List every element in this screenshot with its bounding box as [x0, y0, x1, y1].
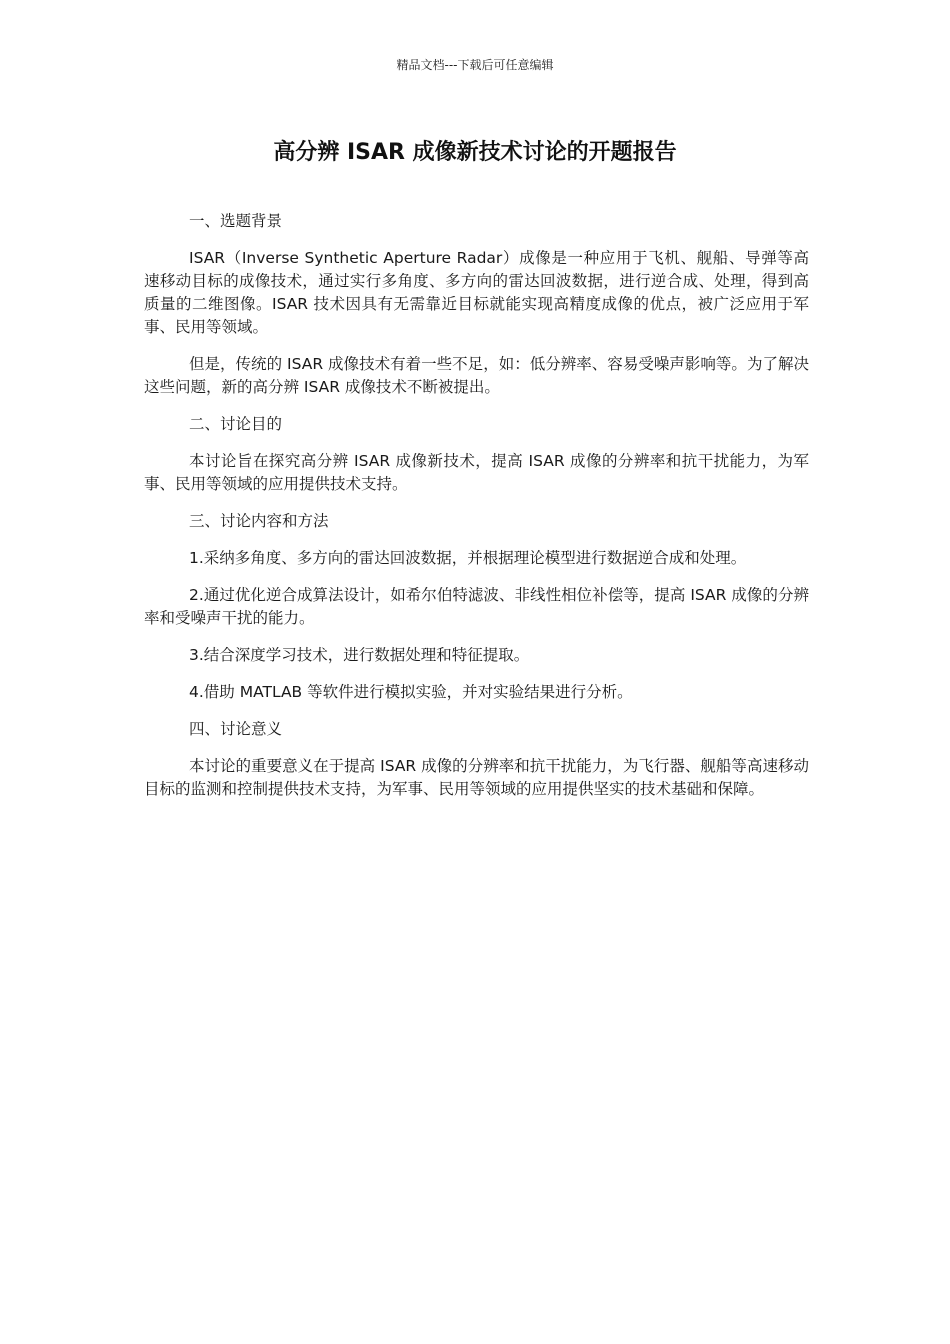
paragraph: 但是，传统的 ISAR 成像技术有着一些不足，如：低分辨率、容易受噪声影响等。为了解决这些问题，新的高分辨 ISAR 成像技术不断被提出。: [144, 355, 809, 396]
document-body: [144, 210, 809, 815]
paragraph: 本讨论旨在探究高分辨 ISAR 成像新技术，提高 ISAR 成像的分辨率和抗干扰能力，为军事、民用等领域的应用提供技术支持。: [144, 452, 809, 493]
list-item: 4.借助 MATLAB 等软件进行模拟实验，并对实验结果进行分析。: [189, 683, 633, 701]
list-item: 1.采纳多角度、多方向的雷达回波数据，并根据理论模型进行数据逆合成和处理。: [189, 549, 747, 567]
paragraph: ISAR（Inverse Synthetic Aperture Radar）成像是一种应用于飞机、舰船、导弹等高速移动目标的成像技术，通过实行多角度、多方向的雷达回波数据，进行逆合成、处理，得到高质量的二维图像。ISAR 技术因具有无需靠近目标就能实现高精度成像的优点，被广泛应用于军事、民用等领域。: [144, 249, 809, 336]
section-heading-content-methods: 三、讨论内容和方法: [189, 512, 329, 530]
section-heading-significance: 四、讨论意义: [189, 720, 283, 738]
document-title: 高分辨 ISAR 成像新技术讨论的开题报告: [273, 140, 677, 165]
section-heading-background: 一、选题背景: [189, 212, 283, 230]
paragraph: 本讨论的重要意义在于提高 ISAR 成像的分辨率和抗干扰能力，为飞行器、舰船等高速移动目标的监测和控制提供技术支持，为军事、民用等领域的应用提供坚实的技术基础和保障。: [144, 757, 809, 798]
section-heading-purpose: 二、讨论目的: [189, 415, 283, 433]
list-item: 2.通过优化逆合成算法设计，如希尔伯特滤波、非线性相位补偿等，提高 ISAR 成像的分辨率和受噪声干扰的能力。: [144, 586, 809, 627]
page-header-note: 精品文档---下载后可任意编辑: [396, 58, 554, 72]
list-item: 3.结合深度学习技术，进行数据处理和特征提取。: [189, 646, 530, 664]
